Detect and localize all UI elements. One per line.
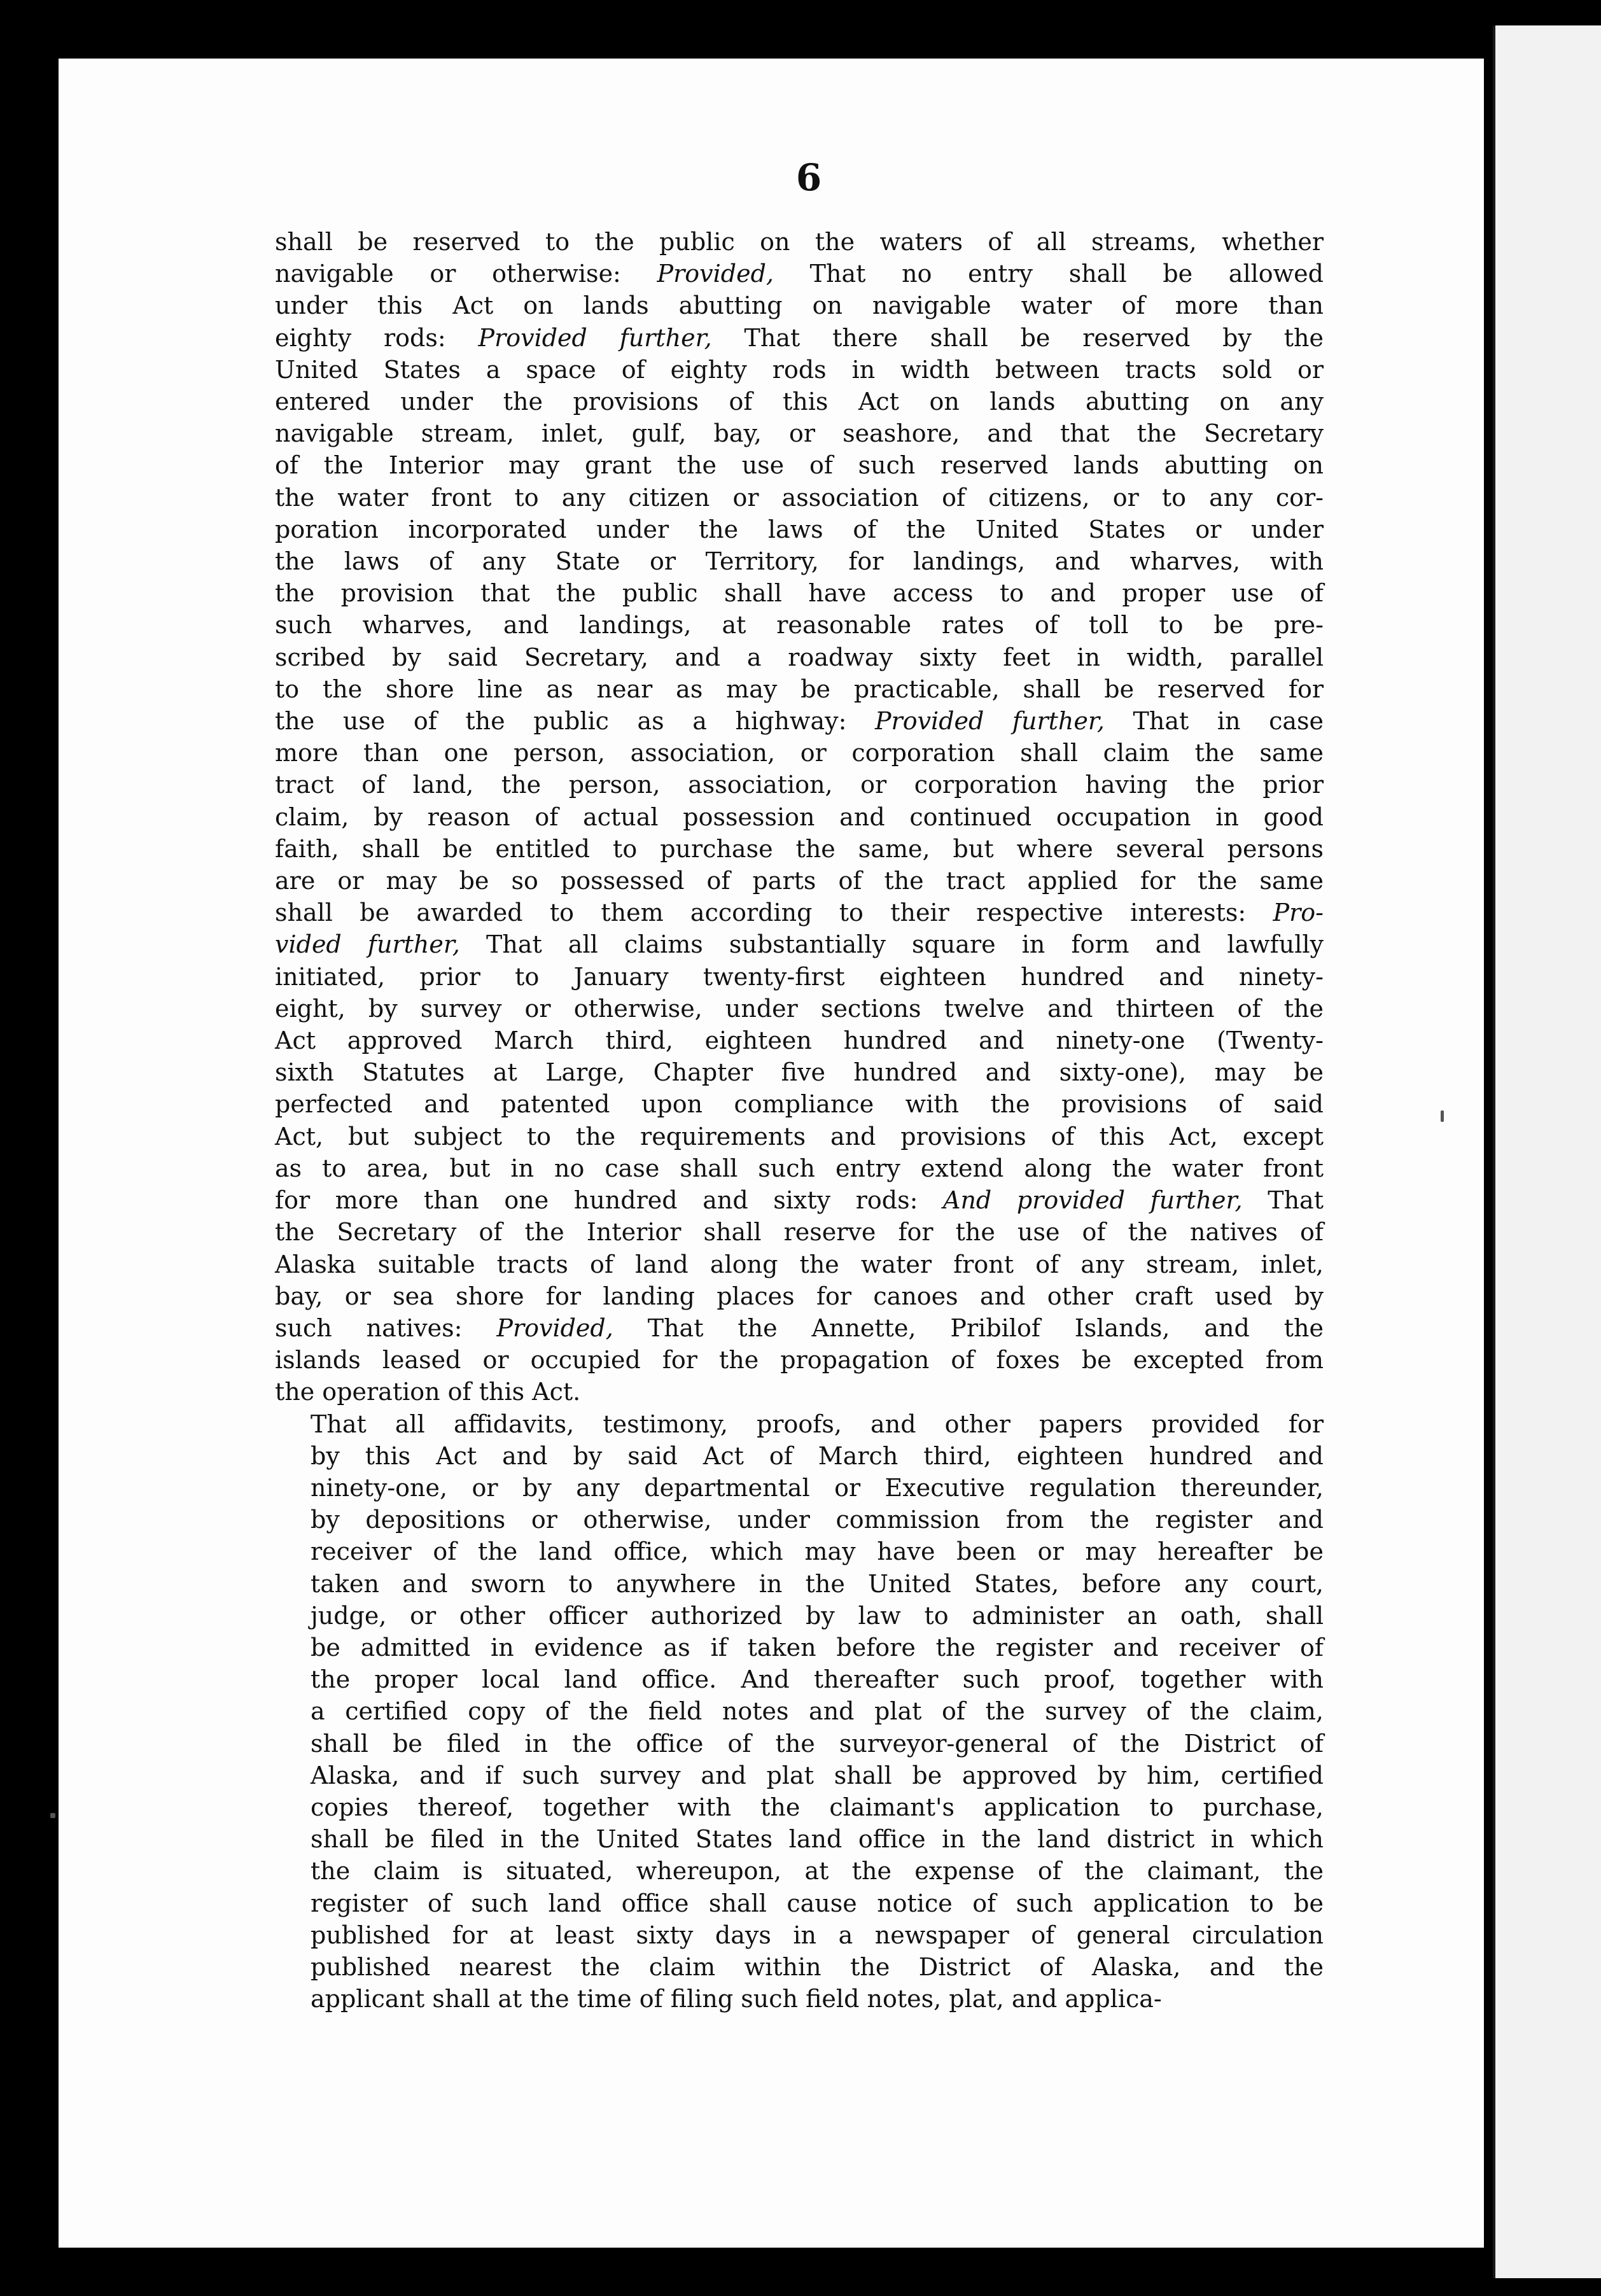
text-run: the provision that the public shall have access to and proper use of (275, 579, 1324, 608)
text-run: That all claims substantially square in form and lawfully (459, 930, 1324, 959)
text-line (275, 1408, 1324, 1440)
text-line (275, 1504, 1324, 1536)
text-run: under this Act on lands abutting on navigable water of more than (275, 291, 1324, 320)
text-run: poration incorporated under the laws of the United States or under (275, 515, 1324, 543)
text-run: as to area, but in no case shall such entry extend along the water front (275, 1154, 1324, 1182)
text-run: That all affidavits, testimony, proofs, and other papers provided for (311, 1410, 1324, 1438)
text-run: to the shore line as near as may be practicable, shall be reserved for (275, 675, 1324, 703)
text-run: of the Interior may grant the use of such reserved lands abutting on (275, 451, 1324, 480)
text-line (275, 897, 1324, 928)
text-line (275, 961, 1324, 993)
text-line (275, 801, 1324, 833)
text-line (275, 386, 1324, 417)
italic-text-run: Provided further, (478, 323, 712, 352)
text-run: eight, by survey or otherwise, under sections twelve and thirteen of the (275, 994, 1324, 1023)
text-line (275, 1121, 1324, 1152)
text-line (275, 1951, 1324, 1983)
text-line (275, 705, 1324, 737)
text-run: shall be awarded to them according to their respective interests: (275, 899, 1273, 927)
text-line (275, 609, 1324, 641)
text-line (275, 1919, 1324, 1951)
italic-text-run: Pro- (1273, 899, 1324, 927)
text-line (275, 322, 1324, 354)
text-run: taken and sworn to anywhere in the United States, before any court, (311, 1569, 1324, 1598)
text-run: scribed by said Secretary, and a roadway sixty feet in width, parallel (275, 643, 1324, 671)
text-run: shall be filed in the United States land office in the land district in which (311, 1825, 1324, 1854)
italic-text-run: Provided, (496, 1313, 613, 1342)
text-line (275, 1728, 1324, 1760)
text-line (275, 1600, 1324, 1632)
text-run: the Secretary of the Interior shall reserve for the use of the natives of (275, 1218, 1324, 1247)
text-line (275, 449, 1324, 481)
text-run: Alaska suitable tracts of land along the water front of any stream, inlet, (275, 1250, 1324, 1278)
text-line (275, 1632, 1324, 1663)
text-line (275, 641, 1324, 673)
text-run: claim, by reason of actual possession and continued occupation in good (275, 802, 1324, 831)
text-run: the claim is situated, whereupon, at the expense of the claimant, the (311, 1857, 1324, 1886)
text-run: the proper local land office. And thereafter such proof, together with (311, 1665, 1324, 1694)
text-line (275, 737, 1324, 769)
text-run: judge, or other officer authorized by law to administer an oath, shall (311, 1601, 1324, 1630)
text-line (275, 1887, 1324, 1919)
text-line (275, 1025, 1324, 1056)
text-run: That the Annette, Pribilof Islands, and the (613, 1313, 1324, 1342)
text-run: more than one person, association, or corporation shall claim the same (275, 739, 1324, 767)
text-run: navigable or otherwise: (275, 260, 657, 288)
text-line (275, 993, 1324, 1025)
text-run: applicant shall at the time of filing such field notes, plat, and applica- (311, 1985, 1162, 2013)
text-line (275, 417, 1324, 449)
text-line (275, 1088, 1324, 1120)
text-run: Alaska, and if such survey and plat shall be approved by him, certified (311, 1761, 1324, 1789)
paragraph (275, 1408, 1324, 2015)
text-line (275, 1249, 1324, 1280)
scan-speck (1441, 1110, 1444, 1122)
text-run: shall be reserved to the public on the waters of all streams, whether (275, 228, 1324, 256)
text-line (275, 1983, 1324, 2015)
text-line (275, 1855, 1324, 1887)
text-line (275, 833, 1324, 865)
text-run: eighty rods: (275, 323, 479, 352)
text-line (275, 1216, 1324, 1248)
text-line (275, 1823, 1324, 1855)
text-run: That (1242, 1186, 1324, 1215)
text-line (275, 769, 1324, 801)
text-run: published for at least sixty days in a newspaper of general circulation (311, 1921, 1324, 1949)
text-line (275, 1695, 1324, 1727)
text-run: such wharves, and landings, at reasonable rates of toll to be pre- (275, 611, 1324, 640)
text-run: Act approved March third, eighteen hundred and ninety-one (Twenty- (275, 1026, 1324, 1055)
text-run: Act, but subject to the requirements and provisions of this Act, except (275, 1122, 1324, 1151)
text-run: be admitted in evidence as if taken before the register and receiver of (311, 1633, 1324, 1662)
text-run: initiated, prior to January twenty-first eighteen hundred and ninety- (275, 962, 1324, 991)
text-run: islands leased or occupied for the propagation of foxes be excepted from (275, 1346, 1324, 1375)
text-run: for more than one hundred and sixty rods: (275, 1186, 943, 1215)
text-run: United States a space of eighty rods in width between tracts sold or (275, 355, 1324, 384)
text-run: a certified copy of the field notes and plat of the survey of the claim, (311, 1697, 1324, 1726)
text-line (275, 1472, 1324, 1504)
text-line (275, 1791, 1324, 1823)
text-run: are or may be so possessed of parts of the tract applied for the same (275, 867, 1324, 895)
text-run: entered under the provisions of this Act on lands abutting on any (275, 388, 1324, 416)
text-line (275, 545, 1324, 577)
italic-text-run: And provided further, (943, 1186, 1243, 1215)
text-line (275, 865, 1324, 897)
text-line (275, 1760, 1324, 1791)
text-line (275, 290, 1324, 321)
text-line (275, 1568, 1324, 1600)
scan-speck (50, 1813, 55, 1818)
text-run: published nearest the claim within the District of Alaska, and the (311, 1952, 1324, 1981)
text-run: register of such land office shall cause notice of such application to be (311, 1889, 1324, 1917)
italic-text-run: Provided further, (874, 707, 1105, 736)
body-text (275, 226, 1324, 2015)
text-run: by depositions or otherwise, under commission from the register and (311, 1506, 1324, 1534)
text-line (275, 1152, 1324, 1184)
text-line (275, 226, 1324, 258)
text-run: receiver of the land office, which may have been or may hereafter be (311, 1537, 1324, 1566)
text-line (275, 1376, 1324, 1408)
text-line (275, 1056, 1324, 1088)
text-run: the operation of this Act. (275, 1378, 581, 1406)
text-run: shall be filed in the office of the surveyor-general of the District of (311, 1729, 1324, 1758)
text-line (275, 1663, 1324, 1695)
text-run: faith, shall be entitled to purchase the same, but where several persons (275, 834, 1324, 863)
italic-text-run: vided further, (275, 930, 460, 959)
text-line (275, 928, 1324, 960)
text-run: navigable stream, inlet, gulf, bay, or seashore, and that the Secretary (275, 419, 1324, 448)
italic-text-run: Provided, (657, 260, 774, 288)
text-run: copies thereof, together with the claimant's application to purchase, (311, 1793, 1324, 1821)
text-run: bay, or sea shore for landing places for canoes and other craft used by (275, 1282, 1324, 1310)
text-line (275, 577, 1324, 609)
text-run: ninety-one, or by any departmental or Executive regulation thereunder, (311, 1473, 1324, 1502)
adjacent-page-edge (1495, 25, 1601, 2278)
text-run: That no entry shall be allowed (774, 260, 1324, 288)
text-run: tract of land, the person, association, or corporation having the prior (275, 771, 1324, 799)
paragraph (275, 226, 1324, 1408)
text-run: perfected and patented upon compliance with the provisions of said (275, 1090, 1324, 1119)
text-run: the water front to any citizen or association of citizens, or to any cor- (275, 483, 1324, 512)
text-line (275, 514, 1324, 545)
text-run: the laws of any State or Territory, for landings, and wharves, with (275, 547, 1324, 576)
text-line (275, 258, 1324, 290)
text-run: the use of the public as a highway: (275, 707, 875, 736)
text-line (275, 673, 1324, 705)
text-run: sixth Statutes at Large, Chapter five hundred and sixty-one), may be (275, 1058, 1324, 1087)
text-run: such natives: (275, 1313, 497, 1342)
text-line (275, 1440, 1324, 1472)
text-line (275, 1536, 1324, 1567)
text-run: That in case (1104, 707, 1324, 736)
text-line (275, 354, 1324, 386)
text-line (275, 1280, 1324, 1312)
text-line (275, 1344, 1324, 1376)
text-run: That there shall be reserved by the (711, 323, 1324, 352)
text-line (275, 482, 1324, 514)
page-number: 6 (795, 156, 822, 199)
text-line (275, 1184, 1324, 1216)
text-line (275, 1312, 1324, 1344)
text-run: by this Act and by said Act of March third, eighteen hundred and (311, 1441, 1324, 1470)
